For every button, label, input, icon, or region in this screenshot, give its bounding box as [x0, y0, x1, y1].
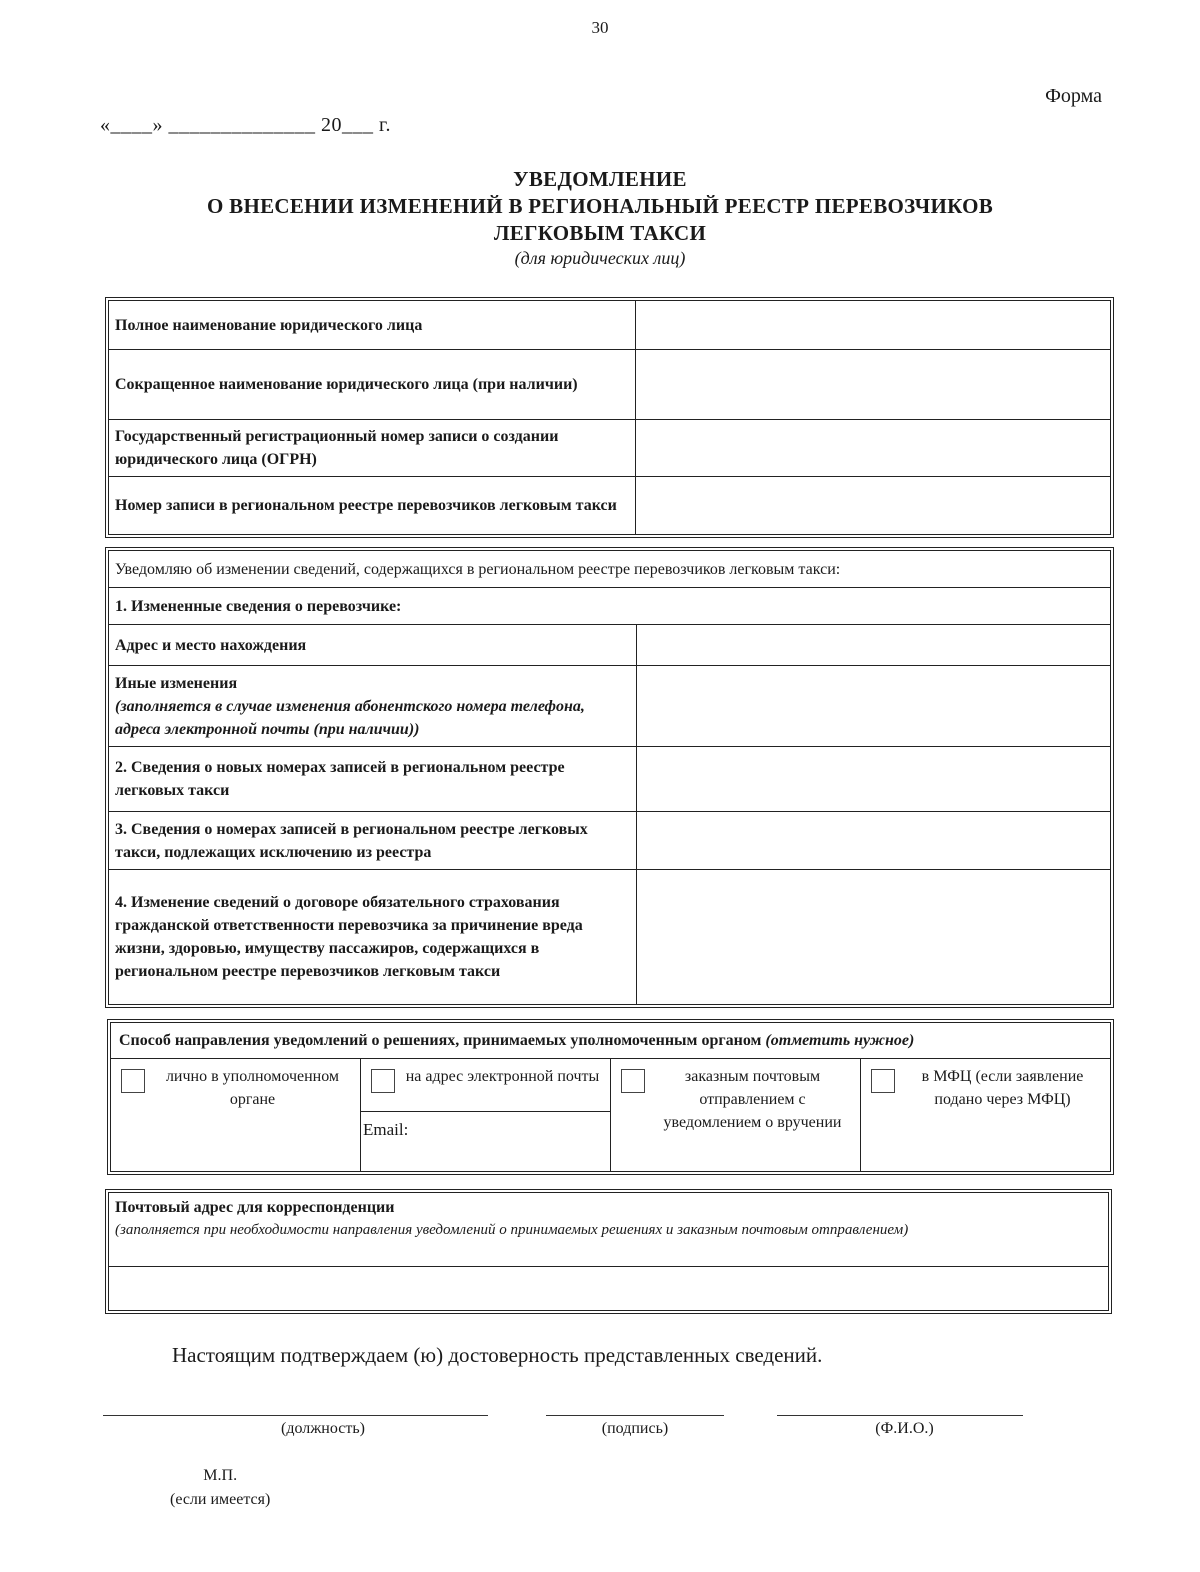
org-info-table [108, 300, 1111, 535]
checkbox-mfc[interactable] [871, 1069, 895, 1093]
option-email[interactable] [361, 1059, 611, 1172]
title-line-3: ЛЕГКОВЫМ ТАКСИ [493, 221, 707, 245]
position-line[interactable] [103, 1415, 488, 1416]
other-changes-field[interactable] [637, 666, 1111, 747]
address-label: Адрес и место нахождения [109, 625, 637, 666]
option-email-label: на адрес электронной почты [405, 1068, 600, 1085]
postal-address-table [108, 1192, 1109, 1311]
email-field[interactable] [361, 1111, 610, 1147]
option-in-person-label: лично в уполномоченном органе [165, 1068, 340, 1108]
stamp-area [170, 1464, 270, 1512]
position-caption: (должность) [281, 1420, 365, 1437]
section-4-label: 4. Изменение сведений о договоре обязательного страхования гражданской ответственности перевозчика за причинение вреда жизни, здоровью, имуществу пассажиров, содержащихся в региональном реестре перевозчиков легковым такси [109, 870, 637, 1005]
section-3-label: 3. Сведения о номерах записей в региональном реестре легковых такси, подлежащих исключению из реестра [109, 812, 637, 870]
page-number: 30 [591, 18, 609, 37]
postal-address-header [109, 1193, 1109, 1267]
changes-intro: Уведомляю об изменении сведений, содержащихся в региональном реестре перевозчиков легковым такси: [109, 551, 1111, 588]
option-registered-mail-label: заказным почтовым отправлением с уведомлением о вручении [663, 1068, 842, 1131]
checkbox-email[interactable] [371, 1069, 395, 1093]
option-in-person[interactable] [111, 1059, 361, 1172]
signature-caption: (подпись) [601, 1420, 669, 1437]
short-name-field[interactable] [636, 350, 1111, 420]
section-2-label: 2. Сведения о новых номерах записей в региональном реестре легковых такси [109, 747, 637, 812]
full-name-field[interactable] [636, 301, 1111, 350]
section-3-field[interactable] [637, 812, 1111, 870]
title-line-2: О ВНЕСЕНИИ ИЗМЕНЕНИЙ В РЕГИОНАЛЬНЫЙ РЕЕСТР ПЕРЕВОЗЧИКОВ [206, 194, 994, 218]
title-subtitle: (для юридических лиц) [514, 248, 686, 268]
date-line: «____» ______________ 20___ г. [100, 114, 391, 136]
name-caption: (Ф.И.О.) [875, 1420, 934, 1437]
option-registered-mail[interactable] [611, 1059, 861, 1172]
registry-number-label: Номер записи в региональном реестре перевозчиков легковым такси [109, 477, 636, 535]
ogrn-label: Государственный регистрационный номер записи о создании юридического лица (ОГРН) [109, 420, 636, 477]
name-line[interactable] [777, 1415, 1023, 1416]
delivery-header-note: (отметить нужное) [765, 1032, 915, 1049]
form-label: Форма [1045, 85, 1102, 107]
other-changes-note: (заполняется в случае изменения абонентского номера телефона, адреса электронной почты (при наличии)) [115, 697, 585, 738]
other-changes-cell [109, 666, 637, 747]
other-changes-label: Иные изменения [115, 674, 238, 692]
document-title [0, 166, 1200, 269]
signature-line[interactable] [546, 1415, 724, 1416]
section-4-field[interactable] [637, 870, 1111, 1005]
postal-address-note: (заполняется при необходимости направления уведомлений о принимаемых решениях и заказным почтовым отправлением) [115, 1222, 909, 1238]
stamp-label: М.П. [203, 1467, 238, 1484]
checkbox-registered-mail[interactable] [621, 1069, 645, 1093]
confirmation-text: Настоящим подтверждаем (ю) достоверность представленных сведений. [172, 1343, 823, 1367]
registry-number-field[interactable] [636, 477, 1111, 535]
checkbox-in-person[interactable] [121, 1069, 145, 1093]
stamp-note: (если имеется) [170, 1491, 271, 1508]
postal-address-label: Почтовый адрес для корреспонденции [115, 1199, 395, 1216]
ogrn-field[interactable] [636, 420, 1111, 477]
delivery-header [111, 1023, 1111, 1059]
option-mfc[interactable] [861, 1059, 1111, 1172]
title-line-1: УВЕДОМЛЕНИЕ [513, 167, 687, 191]
short-name-label: Сокращенное наименование юридического лица (при наличии) [109, 350, 636, 420]
postal-address-field[interactable] [109, 1267, 1109, 1311]
option-mfc-label: в МФЦ (если заявление подано через МФЦ) [921, 1068, 1084, 1108]
section-1-heading: 1. Измененные сведения о перевозчике: [109, 588, 1111, 625]
full-name-label: Полное наименование юридического лица [109, 301, 636, 350]
delivery-method-table [110, 1022, 1111, 1172]
changes-table [108, 550, 1111, 1005]
delivery-header-text: Способ направления уведомлений о решениях, принимаемых уполномоченным органом [119, 1032, 762, 1049]
address-field[interactable] [637, 625, 1111, 666]
email-label: Email: [363, 1120, 409, 1139]
section-2-field[interactable] [637, 747, 1111, 812]
